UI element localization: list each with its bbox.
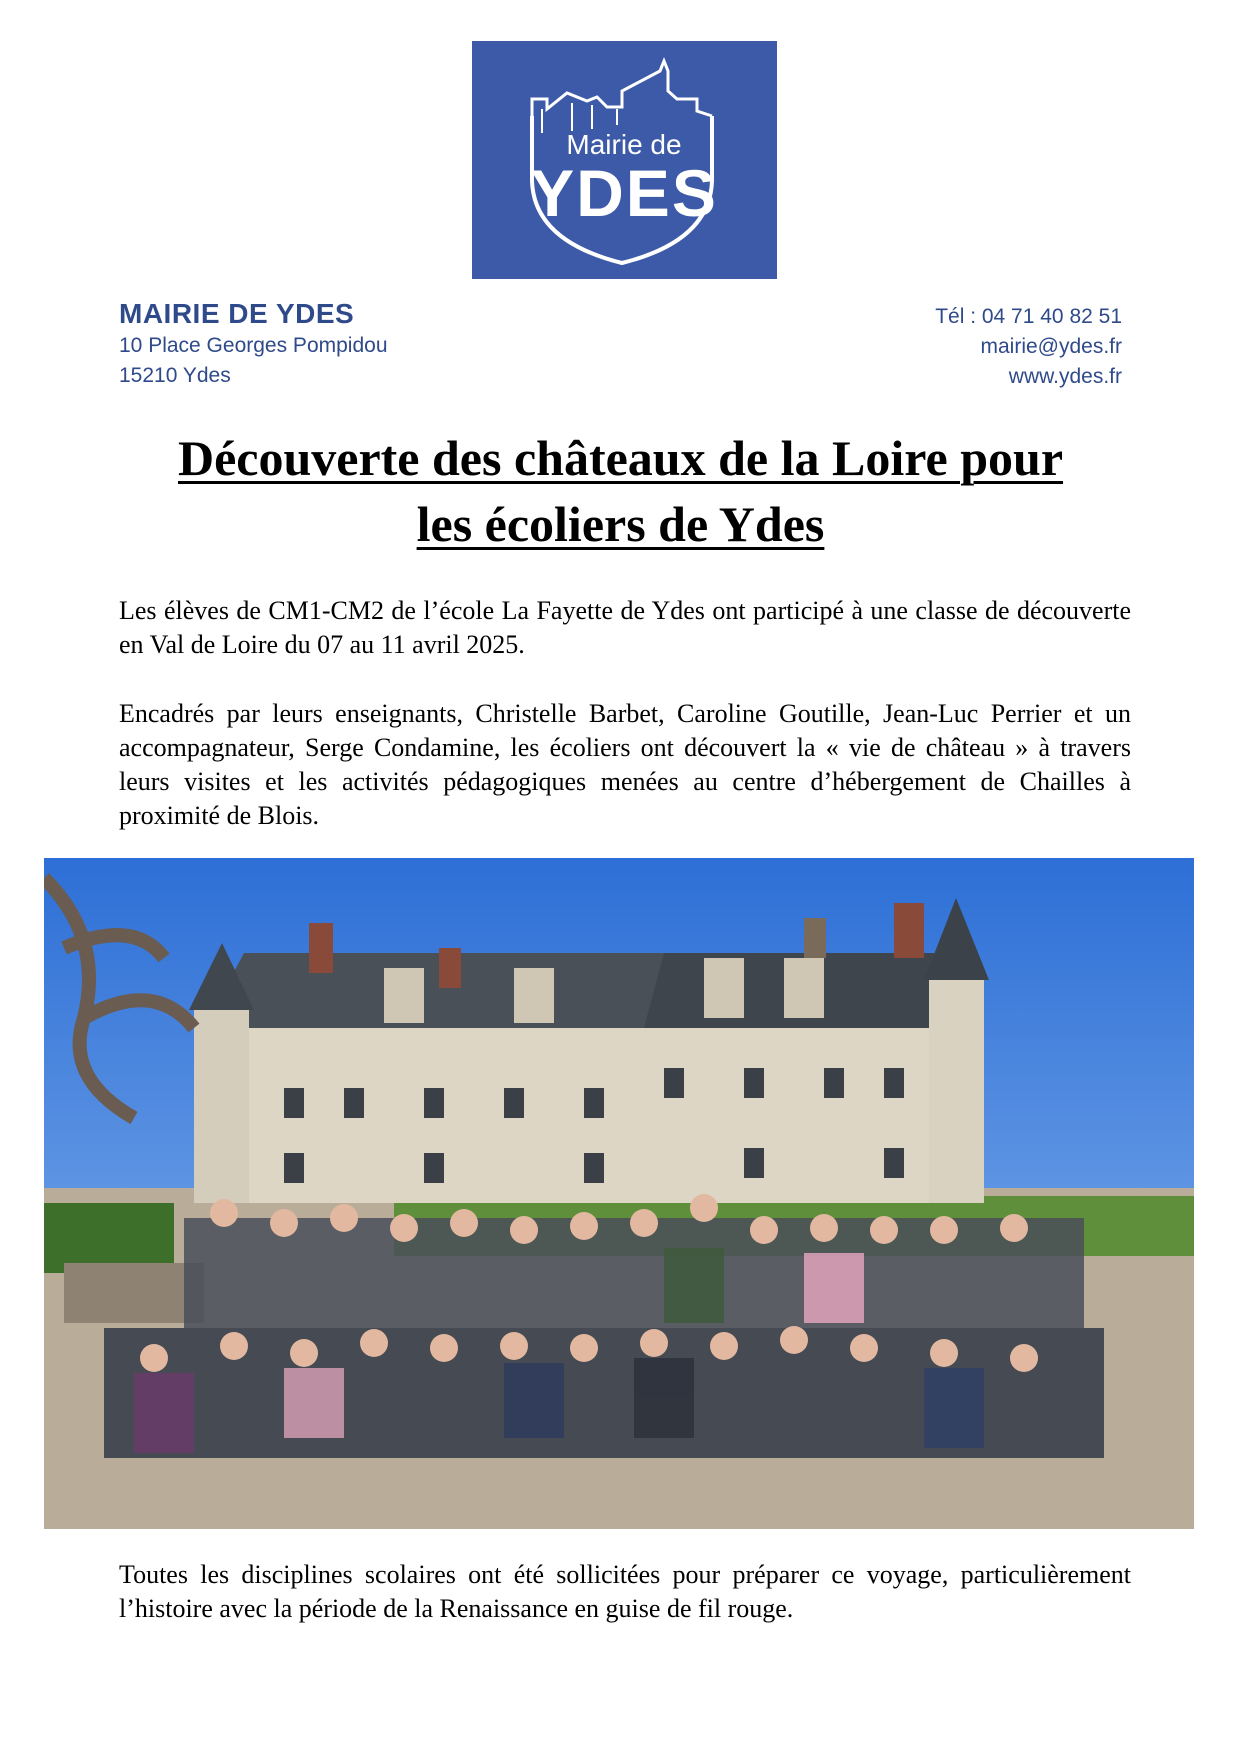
title-line-1: Découverte des châteaux de la Loire pour: [177, 430, 1064, 486]
mairie-logo: [472, 41, 777, 279]
group-photo-castle: [44, 858, 1194, 1529]
logo-line1: Mairie de: [566, 129, 682, 160]
title-line-2: les écoliers de Ydes: [416, 496, 825, 552]
paragraph-1: Les élèves de CM1-CM2 de l’école La Fayette de Ydes ont participé à une classe de découverte en Val de Loire du 07 au 11 avril 2025.: [119, 596, 1131, 659]
organization-block: [119, 297, 388, 391]
phone-number: Tél : 04 71 40 82 51: [935, 305, 1122, 328]
article-title: [100, 425, 1141, 557]
paragraph-2: Encadrés par leurs enseignants, Christelle Barbet, Caroline Goutille, Jean-Luc Perrier et un accompagnateur, Serge Condamine, les écoliers ont découvert la « vie de château » à travers leurs visites et les activités pédagogiques menées au centre d’hébergement de Chailles à proximité de Blois.: [119, 699, 1131, 830]
website-address: www.ydes.fr: [1008, 365, 1122, 388]
logo-line2: YDES: [530, 156, 718, 230]
address-line-1: 10 Place Georges Pompidou: [119, 334, 388, 357]
email-address: mairie@ydes.fr: [980, 335, 1122, 358]
paragraph-3: Toutes les disciplines scolaires ont été sollicitées pour préparer ce voyage, particulièrement l’histoire avec la période de la Renaissance en guise de fil rouge.: [119, 1560, 1131, 1623]
organization-name: MAIRIE DE YDES: [119, 298, 355, 329]
contact-block: [935, 302, 1122, 392]
shield-emblem-icon: [472, 41, 777, 279]
address-line-2: 15210 Ydes: [119, 364, 231, 387]
